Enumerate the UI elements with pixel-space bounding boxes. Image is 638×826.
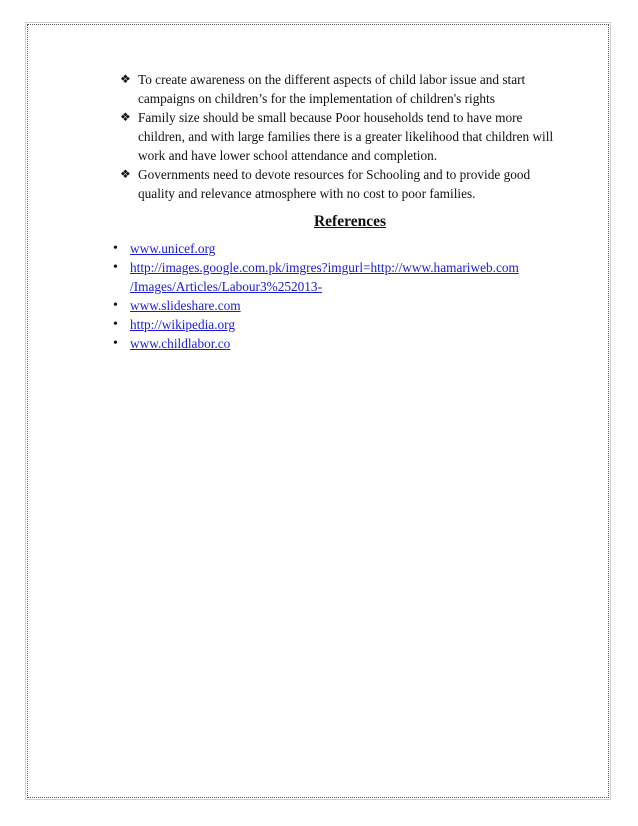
list-item <box>110 239 570 258</box>
reference-link[interactable]: http://images.google.com.pk/imgres?imgurl=http://www.hamariweb.com /Images/Articles/Labour3%252013- <box>130 260 519 294</box>
references-list <box>100 239 570 353</box>
recommendation-text: Family size should be small because Poor households tend to have more children, and with large families there is a greater likelihood that children will work and have lower school attendance and completion. <box>138 110 554 163</box>
references-heading: References <box>313 213 386 230</box>
recommendation-text: Governments need to devote resources for Schooling and to provide good quality and relevance atmosphere with no cost to poor families. <box>138 167 531 201</box>
recommendation-text: To create awareness on the different aspects of child labor issue and start campaigns on children’s for the implementation of children's rights <box>138 72 526 106</box>
bullet-icon: • <box>113 241 118 256</box>
list-item <box>120 165 570 203</box>
list-item <box>110 315 570 334</box>
list-item <box>110 258 570 296</box>
reference-link[interactable]: http://wikipedia.org <box>130 317 236 332</box>
reference-link[interactable]: www.slideshare.com <box>130 298 241 313</box>
diamond-icon: ❖ <box>120 72 131 86</box>
reference-link[interactable]: www.childlabor.co <box>130 336 231 351</box>
bullet-icon: • <box>113 336 118 351</box>
list-item <box>120 70 570 108</box>
bullet-icon: • <box>113 317 118 332</box>
list-item <box>110 296 570 315</box>
list-item <box>120 108 570 165</box>
diamond-icon: ❖ <box>120 167 131 181</box>
diamond-icon: ❖ <box>120 110 131 124</box>
bullet-icon: • <box>113 260 118 275</box>
reference-link[interactable]: www.unicef.org <box>130 241 216 256</box>
page-content <box>100 70 570 353</box>
recommendations-list <box>100 70 570 203</box>
list-item <box>110 334 570 353</box>
bullet-icon: • <box>113 298 118 313</box>
